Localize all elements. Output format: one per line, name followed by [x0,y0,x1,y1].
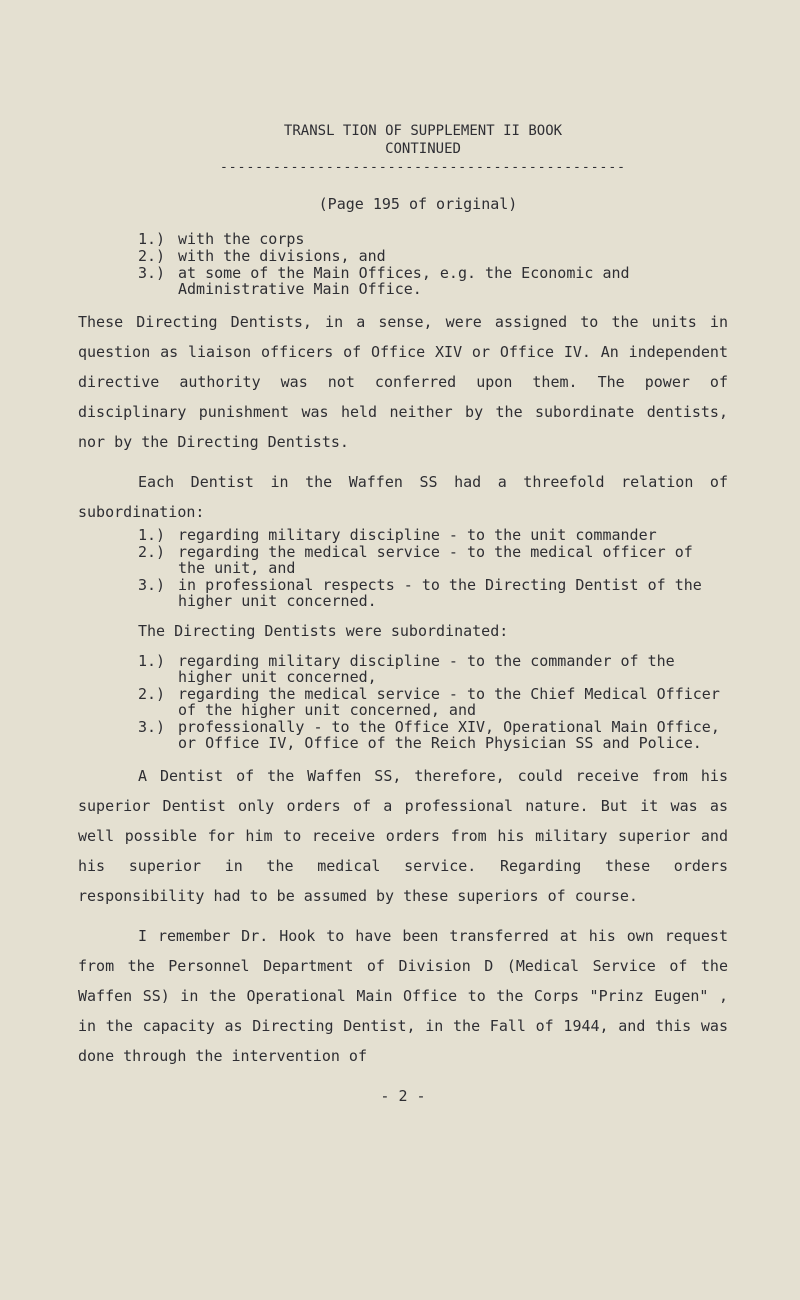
paragraph-threefold-relation: Each Dentist in the Waffen SS had a threefold relation of subordination: [78,473,728,521]
list-item: 2.) regarding the medical service - to the medical officer of the unit, and [138,543,693,577]
heading-rule: ---------------------------------------------- [219,160,627,175]
paragraph-dr-hook: I remember Dr. Hook to have been transferred at his own request from the Personnel Department of Division D (Medical Service of the Waffen SS) in the Operational Main Office to the Corps "Prinz Eugen" , in the capacity as Directing Dentist, in the Fall of 1944, and this was done through the intervention of [78,927,728,1065]
list-item: 3.) professionally - to the Office XIV, Operational Main Office, or Office IV, Office of the Reich Physician SS and Police. [138,718,720,752]
list-liaison-units [138,231,728,297]
paragraph-orders: A Dentist of the Waffen SS, therefore, could receive from his superior Dentist only orders of a professional nature. But it was as well possible for him to receive orders from his military superior and his superior in the medical service. Regarding these orders responsibility had to be assumed by these superiors of course. [78,767,728,905]
list-item: 1.) regarding military discipline - to the unit commander [138,526,657,544]
document-body [78,122,728,1105]
document-heading [118,122,728,158]
list-item: 1.) with the corps [138,230,305,248]
heading-subtitle: CONTINUED [385,141,461,157]
list-item: 3.) at some of the Main Offices, e.g. the Economic and Administrative Main Office. [138,264,630,298]
page-number: - 2 - [380,1087,426,1105]
list-item: 1.) regarding military discipline - to the commander of the higher unit concerned, [138,652,675,686]
list-directing-subordination [138,653,728,751]
list-dentist-subordination [138,527,728,609]
paragraph-directing-dentists: These Directing Dentists, in a sense, were assigned to the units in question as liaison officers of Office XIV or Office IV. An independent directive authority was not conferred upon them. The power of disciplinary punishment was held neither by the subordinate dentists, nor by the Directing Dentists. [78,313,728,451]
list-item: 2.) with the divisions, and [138,247,386,265]
paragraph-directing-subordinated: The Directing Dentists were subordinated: [138,622,509,640]
list-item: 3.) in professional respects - to the Directing Dentist of the higher unit concerned. [138,576,702,610]
heading-title: TRANSL TION OF SUPPLEMENT II BOOK [283,123,563,139]
original-page-reference: (Page 195 of original) [318,195,518,213]
list-item: 2.) regarding the medical service - to the Chief Medical Officer of the higher unit concerned, and [138,685,720,719]
